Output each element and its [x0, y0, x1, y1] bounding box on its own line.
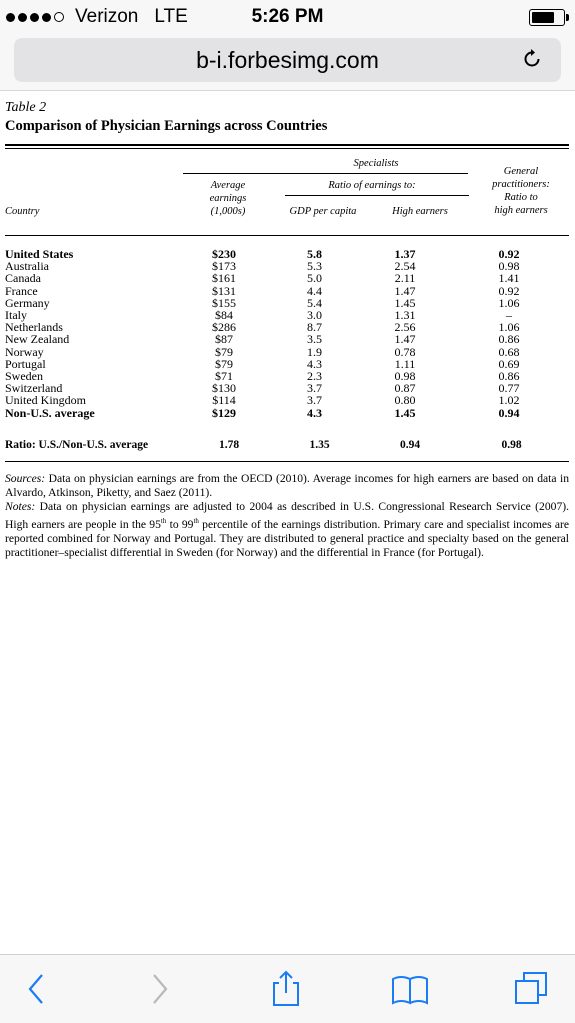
status-bar: [0, 0, 575, 34]
row-country: Portugal: [5, 356, 46, 371]
table-row: [5, 333, 569, 345]
row-country: New Zealand: [5, 332, 70, 347]
row-gp-ratio: 0.77: [498, 381, 520, 396]
row-gdp-ratio: 5.3: [307, 259, 322, 274]
row-gp-ratio: 1.06: [498, 295, 520, 310]
carrier-name: Verizon: [75, 6, 139, 27]
bookmarks-icon[interactable]: [390, 969, 430, 1009]
reload-icon[interactable]: [521, 48, 543, 70]
row-gp-ratio: 1.41: [498, 271, 520, 286]
url-text: b-i.forbesimg.com: [196, 47, 379, 73]
row-country: Italy: [5, 308, 27, 323]
row-gdp-ratio: 4.4: [307, 283, 322, 298]
ratio-high: 0.94: [399, 438, 421, 451]
row-high-earners-ratio: 2.54: [394, 259, 416, 274]
row-high-earners-ratio: 1.37: [394, 247, 416, 261]
row-gp-ratio: 0.92: [498, 283, 520, 298]
row-gdp-ratio: 3.7: [307, 393, 322, 408]
table-row: [5, 260, 569, 272]
browser-toolbar: [0, 954, 575, 1023]
row-avg-earnings: $131: [212, 283, 236, 298]
row-avg-earnings: $79: [215, 344, 233, 359]
table-row: [5, 394, 569, 406]
row-gp-ratio: –: [506, 308, 512, 323]
ratio-gdp: 1.35: [309, 438, 330, 451]
header-country: Country: [5, 206, 40, 217]
row-country: Norway: [5, 344, 44, 359]
row-country: Australia: [5, 259, 49, 274]
header-gdp: GDP per capita: [289, 206, 357, 217]
row-gp-ratio: 1.02: [498, 393, 520, 408]
ratio-label: Ratio: U.S./Non-U.S. average: [5, 438, 149, 451]
row-gp-ratio: 1.06: [498, 320, 520, 335]
table-row: [5, 358, 569, 370]
row-high-earners-ratio: 1.47: [394, 332, 416, 347]
row-high-earners-ratio: 2.56: [394, 320, 416, 335]
tabs-icon[interactable]: [512, 969, 552, 1009]
back-icon[interactable]: [18, 969, 58, 1009]
row-gp-ratio: 0.92: [498, 247, 520, 261]
table-row: [5, 285, 569, 297]
ratio-avg: 1.78: [218, 438, 240, 451]
top-rule: [5, 144, 569, 146]
row-gdp-ratio: 5.0: [307, 271, 322, 286]
row-high-earners-ratio: 0.98: [394, 369, 416, 384]
row-high-earners-ratio: 0.78: [394, 344, 416, 359]
row-avg-earnings: $87: [215, 332, 233, 347]
row-country: France: [5, 283, 38, 298]
row-gdp-ratio: 2.3: [307, 369, 322, 384]
header-high-earners: High earners: [392, 206, 448, 217]
row-gp-ratio: 0.86: [498, 332, 520, 347]
row-avg-earnings: $79: [215, 356, 233, 371]
row-avg-earnings: $130: [212, 381, 236, 396]
row-high-earners-ratio: 0.87: [394, 381, 416, 396]
sources-note: Sources: Data on physician earnings are from the OECD (2010). Average incomes for high earners are based on data in Alvardo, Atkinson, Piketty, and Saez (2011).: [5, 471, 569, 499]
table-row: [5, 407, 569, 419]
row-high-earners-ratio: 1.45: [394, 295, 416, 310]
row-avg-earnings: $129: [212, 405, 236, 420]
table-row: [5, 370, 569, 382]
network-type: LTE: [154, 6, 188, 27]
row-high-earners-ratio: 1.11: [394, 356, 416, 371]
row-gp-ratio: 0.86: [498, 369, 520, 384]
row-avg-earnings: $71: [215, 369, 233, 384]
row-avg-earnings: $173: [212, 259, 236, 274]
header-gp: General practitioners: Ratio to high earners: [492, 166, 550, 216]
row-avg-earnings: $84: [215, 308, 233, 323]
row-gdp-ratio: 8.7: [307, 320, 322, 335]
row-gdp-ratio: 3.5: [307, 332, 322, 347]
row-country: Switzerland: [5, 381, 63, 396]
data-table: [5, 248, 569, 419]
row-high-earners-ratio: 1.45: [394, 405, 416, 420]
table-row: [5, 346, 569, 358]
row-country: United States: [5, 247, 74, 261]
notes-note: Notes: Data on physician earnings are adjusted to 2004 as described in U.S. Congressional Research Service (2007). High earners are people in the 95th to 99th percentile of the earnings distribution. Primary care and specialist incomes are reported combined for Norway and Portugal. They are distributed to general practice and specialty based on the general practitioner–specialist differential in Sweden (for Norway) and the differential in France (for Portugal).: [5, 499, 569, 559]
table-row: [5, 297, 569, 309]
ratio-row: [5, 439, 569, 451]
row-gdp-ratio: 1.9: [307, 344, 322, 359]
address-bar[interactable]: [14, 38, 561, 82]
browser-nav-bar: [0, 34, 575, 91]
table-row: [5, 309, 569, 321]
row-country: Sweden: [5, 369, 43, 384]
row-gdp-ratio: 5.8: [307, 247, 322, 261]
forward-icon[interactable]: [138, 969, 178, 1009]
header-avg-earnings: Average earnings (1,000s): [209, 180, 247, 217]
row-country: Non-U.S. average: [5, 405, 95, 420]
row-country: United Kingdom: [5, 393, 86, 408]
row-high-earners-ratio: 2.11: [394, 271, 416, 286]
row-country: Netherlands: [5, 320, 63, 335]
row-gp-ratio: 0.68: [498, 344, 520, 359]
row-country: Canada: [5, 271, 41, 286]
row-gdp-ratio: 3.0: [307, 308, 322, 323]
row-gp-ratio: 0.98: [498, 259, 520, 274]
ratio-gp: 0.98: [501, 438, 522, 451]
row-avg-earnings: $114: [212, 393, 236, 408]
row-gp-ratio: 0.69: [498, 356, 520, 371]
header-specialists: Specialists: [353, 158, 399, 169]
table-title: Comparison of Physician Earnings across Countries: [5, 118, 328, 134]
header-ratio-group: Ratio of earnings to:: [328, 180, 416, 191]
status-time: 5:26 PM: [251, 6, 324, 27]
row-high-earners-ratio: 1.47: [394, 283, 416, 298]
table-row: [5, 321, 569, 333]
row-gp-ratio: 0.94: [498, 405, 520, 420]
table-header: [5, 149, 569, 235]
table-row: [5, 382, 569, 394]
row-avg-earnings: $286: [212, 320, 236, 335]
document-content: [5, 100, 569, 560]
row-gdp-ratio: 3.7: [307, 381, 322, 396]
row-gdp-ratio: 5.4: [307, 295, 322, 310]
row-avg-earnings: $155: [212, 295, 236, 310]
table-number: Table 2: [5, 100, 47, 115]
row-country: Germany: [5, 295, 50, 310]
row-avg-earnings: $230: [212, 247, 236, 261]
row-high-earners-ratio: 1.31: [394, 308, 416, 323]
battery-icon: [529, 9, 565, 26]
table-row: [5, 272, 569, 284]
row-high-earners-ratio: 0.80: [394, 393, 416, 408]
row-gdp-ratio: 4.3: [307, 356, 322, 371]
table-notes: [5, 461, 569, 560]
table-row: [5, 248, 569, 260]
row-avg-earnings: $161: [212, 271, 236, 286]
share-icon[interactable]: [266, 969, 306, 1009]
row-gdp-ratio: 4.3: [307, 405, 322, 420]
